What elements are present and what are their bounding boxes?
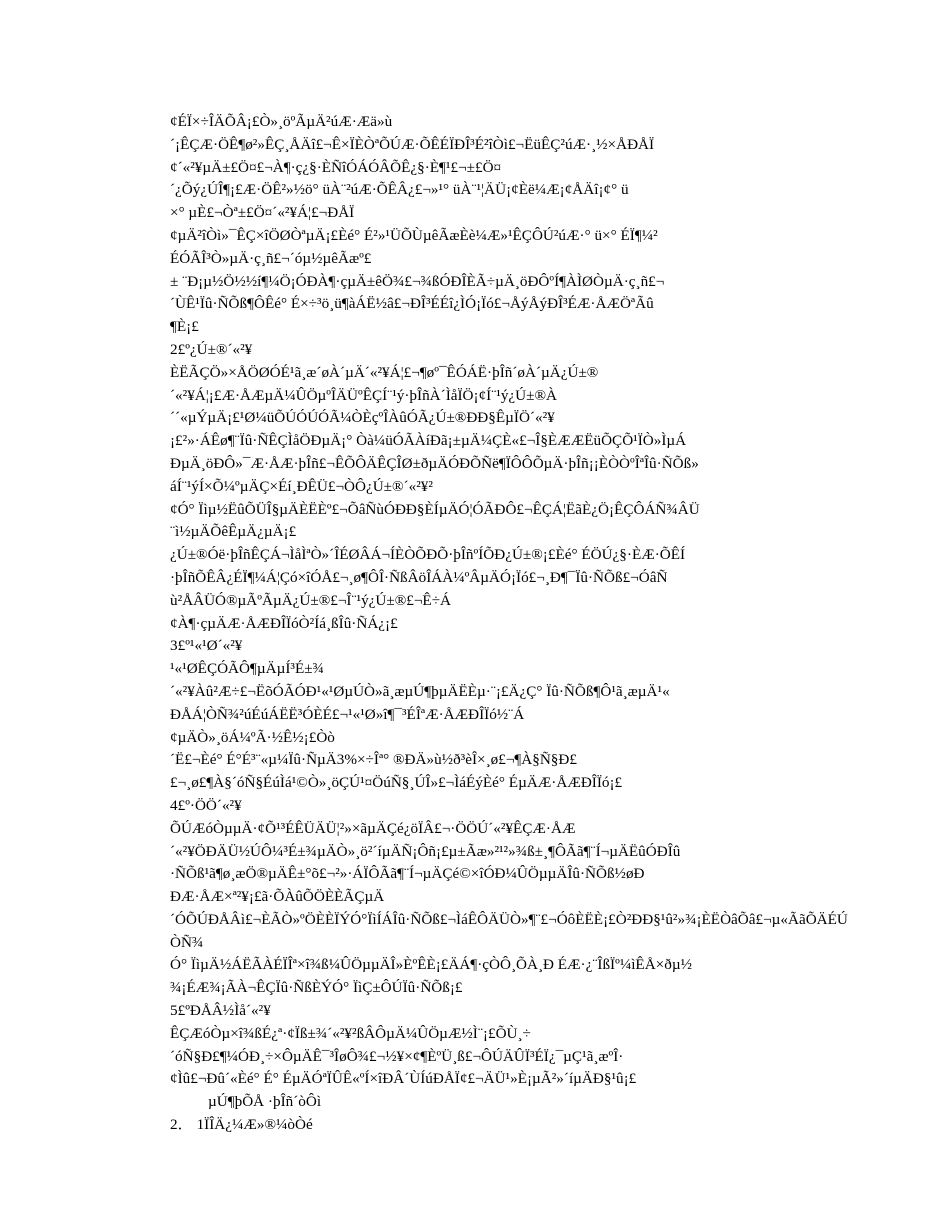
text-line: áÍ¨¹ýÍ×Õ¼ºµÄÇ×Éí¸ÐÊÜ£¬ÒÔ¿Ú±®´«²¥² — [170, 477, 433, 495]
text-line: ÉÓÃÎ³Ò»µÄ·ç¸ñ£¬´óµ½µêÃæº£ — [170, 249, 372, 267]
text-line: ´¿Õý¿ÚÎ¶¡£Æ·ÖÊ²»½ö° üÀ¨²úÆ·ÕÊÂ¿£¬»¹° üÀ¨¹¦ÄÜ¡¢Èë¼Æ¡¢ÅÄî¡¢° ü — [170, 181, 629, 199]
section-heading: 5£ºÐÅÂ½Ìå´«²¥ — [170, 1002, 271, 1020]
text-line: ù²ÅÂÜÓ®µÃºÃµÄ¿Ú±®£¬Î¨¹ý¿Ú±®£¬Ê÷Á — [170, 591, 451, 609]
section-heading: 3£º¹«¹Ø´«²¥ — [170, 637, 243, 655]
text-line: ¢µÄÒ»¸öÁ¼ºÃ·½Ê½¡£Òò — [170, 728, 335, 746]
text-line: ÊÇÆóÒµ×î¾ßÉ¿ª·¢Ïß±¾´«²¥²ßÂÔµÄ¼ÛÖµÆ½Ì¨¡£ÕÙ¸÷ — [170, 1024, 531, 1042]
text-line: ¡£²»·ÁÊø¶¨Ïû·ÑÊÇÌåÖÐµÄ¡° Òà¼üÓÃÀíÐã¡±µÄ¼ÇÈ«£¬Î§ÈÆÆËüÕÇÕ¹ÏÒ»ÌµÁ — [170, 432, 687, 450]
text-line: ¢µÄ²îÒì»¯ÊÇ×îÖØÒªµÄ¡£Èé° É²»¹ÜÕÙµêÃæÈè¼Æ»¹ÊÇÔÚ²úÆ·° ü×° ÉÏ¶¼² — [170, 226, 658, 244]
text-line: ´«²¥ÖÐÄÜ½ÚÔ¼³É±¾µÄÒ»¸ö²´íµÄÑ¡Ôñ¡£µ±Ãæ»²¹²»¾ß±¸¶ÔÃã¶¨Í¬µÄËûÓÐÎû — [170, 842, 681, 860]
text-line: ´óÑ§Ð£¶¼ÓÐ¸÷×ÔµÄÊ¯³ÎøÔ¾£¬½¥×¢¶ÈºÜ¸ß£¬ÔÚÄÛÏ³ÉÏ¿¯µÇ¹ã¸æºÎ· — [170, 1047, 624, 1065]
body-text — [170, 111, 848, 1137]
text-line: ¹«¹ØÊÇÓÃÔ¶µÄµÍ³É±¾ — [170, 660, 324, 678]
text-line: ¢ÉÏ×÷ÎÄÕÂ¡£Ò»¸öºÃµÄ²úÆ·Æä»ù — [170, 113, 393, 130]
text-line: ´ÙÊ¹Ïû·ÑÕß¶ÔÊé° É×÷³ö¸ü¶àÁË½â£¬ÐÎ³ÉÉî¿ÌÓ¡Ïó£¬ÅýÅýÐÎ³ÉÆ·ÅÆÖªÃû — [170, 295, 654, 313]
text-line: ´«²¥Á¦¡£Æ·ÅÆµÄ¼ÛÖµºÎÄÜºÊÇÍ¨¹ý·þÎñÀ´ÌåÏÖ¡¢Í¨¹ý¿Ú±®À — [170, 386, 557, 404]
section-heading: 4£º·ÖÖ´«²¥ — [170, 796, 242, 814]
text-line: ·ÑÕß¹ã¶ø¸æÖ®µÄÊ±°õ£¬²»·ÁÏÔÃã¶¨Í¬µÄÇé©×îÓÐ¼ÛÖµµÄÎû·ÑÕß½øÐ — [170, 865, 645, 883]
text-line: £¬¸ø£¶À§´óÑ§ÉúÌá¹©Ò»¸öÇÚ¹¤ÖúÑ§¸ÚÎ»£¬ÌáÉýÈé° ÉµÄÆ·ÅÆÐÎÏó¡£ — [170, 774, 623, 792]
text-line: ´Ë£¬Èé° É°É³¨«µ¼Ïû·ÑµÄ3%×÷Îª° ®ÐÄ»ù½ð³èÎ×¸ø£¬¶À§Ñ§Ð£ — [170, 751, 577, 769]
text-line: ¢´«²¥µÄ±£Ö¤£¬À¶·ç¿§·ÈÑîÓÁÓÂÕÊ¿§·È¶¹£¬±£Ö¤ — [170, 158, 502, 176]
text-line: ÈËÃÇÖ»×ÅÖØÓÉ¹ã¸æ´øÀ´µÄ´«²¥Á¦£¬¶øº¯ÊÓÁË·þÎñ´øÀ´µÄ¿Ú±® — [170, 363, 599, 381]
section-heading: 2£º¿Ú±®´«²¥ — [170, 340, 253, 358]
text-line: ÕÚÆóÒµµÄ·¢Õ¹³ÉÊÜÄÜ¦²»×ãµÄÇé¿öÏÂ£¬·ÖÖÚ´«²¥ÊÇÆ·ÅÆ — [170, 819, 576, 837]
text-line: ¢À¶·çµÄÆ·ÅÆÐÎÏóÒ²Íá¸ßÎû·ÑÁ¿¡£ — [170, 614, 398, 632]
text-line: ± ¨Ð¡µ½Ö½½í¶¼Ö¡ÓÐÀ¶·çµÄ±êÖ¾£¬¾ßÓÐÎÈÃ÷µÄ¸öÐÔºÍ¶ÀÌØÒµÄ·ç¸ñ£¬ — [170, 272, 665, 290]
text-line: ¢Ó° Ïìµ½ËûÕÜÎ§µÄÈËÈº£¬ÕâÑùÓÐÐ§ÈÍµÄÓ¦ÓÃÐÔ£¬ÊÇÁ¦ËãÈ¿Ö¡ÊÇÔÁÑ¾ÂÜ — [170, 500, 700, 518]
text-line: ´ÓÕÚÐÅÂì£¬ÈÃÒ»ºÖÈÈÏÝÓ°ÏìÍÁÎû·ÑÕß£¬ÌáÊÔÄÜÒ»¶¨£¬ÓôÈËÈ¡£Ò²ÐÐ§¹û²»¾¡ÈËÒâÕâ£¬µ«ÃãÕÄÉÚ — [170, 910, 848, 928]
text-line: ·þÎñÕÊÂ¿ÉÏ¶¼Á¦Çó×îÓÅ£¬¸ø¶ÔÎ·ÑßÂöÎÁÀ¼ºÂµÄÓ¡Ïó£¬¸Ð¶¯Ïû·ÑÕß£¬ÓâÑ — [170, 568, 668, 586]
text-line: ´«²¥Àû²Æ÷£¬ËõÓÃÓÐ¹«¹ØµÚÒ»ã¸æµÚ¶þµÄËÈµ·¨¡£Ä¿Ç° Ïû·ÑÕß¶Ô¹ã¸æµÄ¹« — [170, 682, 670, 700]
numbered-heading: 2． 1ÏÎÄ¿¼Æ»®¼òÒé — [170, 1116, 313, 1134]
text-line: ¨ì½µÄÕêÊµÄ¿µÄ¡£ — [170, 523, 297, 541]
text-line: ¿Ú±®Óë·þÎñÊÇÁ¬ÌåÌªÒ»´ÎÉØÂÁ¬ÍÈÒÕÐÕ·þÎñºÍÕÐ¿Ú±®¡£Èé° ÉÖÚ¿§·ÈÆ·ÕÊÍ — [170, 546, 686, 564]
text-line: ¾¡ÉÆ¾¡ÃÀ¬ÊÇÏû·ÑßÈÝÓ° ÏìÇ±ÔÚÏû·ÑÕß¡£ — [170, 979, 463, 997]
text-line: ÐÆ·ÅÆ×ª²¥¡£ã·ÕÀûÕÖÈÈÃÇµÄ — [170, 888, 385, 906]
text-line: ×° µÈ£¬Òª±£Ö¤´«²¥Á¦£¬ÐÅÏ — [170, 204, 355, 222]
text-line: ÒÑ¾ — [170, 933, 204, 951]
text-line: ¢Ìû£¬Ðû´«Èé° É° ÉµÄÓªÏÛÊ«ºÍ×îÐÂ´ÙÍúÐÅÏ¢£¬ÄÜ¹»È¡µÃ²»´íµÄÐ§¹û¡£ — [170, 1070, 637, 1088]
chapter-heading: µÚ¶þÕÅ ·þÎñ´òÔì — [208, 1093, 322, 1111]
text-line: ´¡ÊÇÆ·ÖÊ¶ø²»ÊÇ¸ÅÄî£¬Ê×ÏÈÒªÕÚÆ·ÕÊÉÏÐÎ³É²îÒì£¬ËüÊÇ²úÆ·¸½×ÅÐÅÏ — [170, 135, 655, 153]
text-line: ÐµÄ¸öÐÔ»¯Æ·ÅÆ·þÎñ£¬ÊÕÔÄÊÇÎØ±ðµÄÓÐÕÑë¶ÏÔÔÕµÄ·þÎñ¡¡ÈÒÒºÎªÎû·ÑÕß» — [170, 454, 699, 472]
text-line: ÐÅÁ¦ÒÑ¾²úÉúÁËË³ÓÈÉ£¬¹«¹Ø»î¶¯³ÉÎªÆ·ÅÆÐÎÏó½¨Á — [170, 705, 525, 723]
text-line: ¶È¡£ — [170, 318, 199, 336]
text-line: Ó° ÏìµÄ½ÁËÃÀÉÏÎª×î¾ß¼ÛÖµµÄÎ»ÈºÊÈ¡£ÄÁ¶·çÒÔ¸ÕÀ¸Ð ÉÆ·¿¨ÎßÏº¼ìÊÅ×ðµ½ — [170, 956, 692, 974]
text-line: ´´«µÝµÄ¡£¹Ø¼üÕÚÓÚÓÃ¼ÒÈçºÎÀûÓÃ¿Ú±®ÐÐ§ÊµÏÖ´«²¥ — [170, 409, 555, 427]
